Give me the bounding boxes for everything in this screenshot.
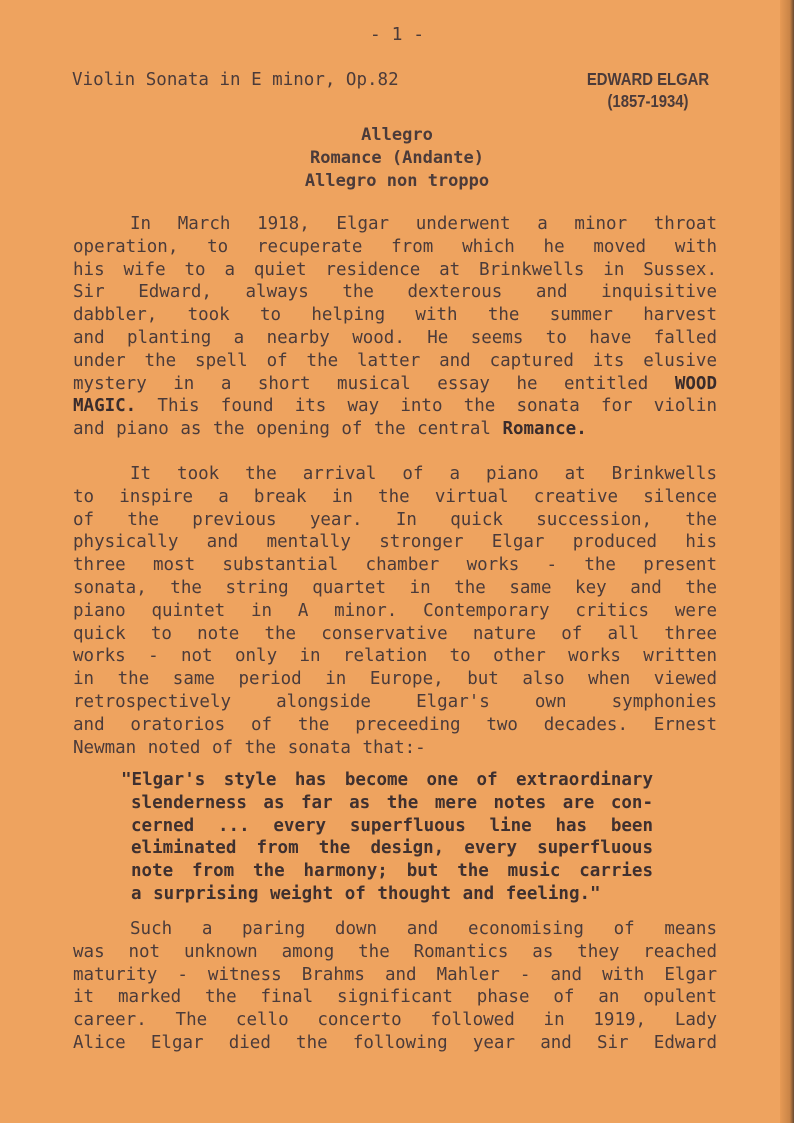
line-text: sonata, the string quartet in the same key and the bbox=[73, 577, 717, 598]
quote-line: slenderness as far as the mere notes are con- bbox=[131, 792, 653, 813]
quote-line: eliminated from the design, every superfluous bbox=[131, 838, 653, 859]
quote-line: note from the harmony; but the music carries bbox=[131, 861, 653, 882]
text-line bbox=[73, 509, 717, 532]
text-line bbox=[73, 737, 717, 760]
text-line bbox=[73, 486, 717, 509]
line-text: his wife to a quiet residence at Brinkwells in Sussex. bbox=[73, 259, 717, 280]
quote-line: cerned ... every superfluous line has been bbox=[131, 815, 653, 836]
line-text: it marked the final significant phase of an opulent bbox=[73, 987, 717, 1008]
line-text: piano quintet in A minor. Contemporary critics were bbox=[73, 600, 717, 621]
composer-heading bbox=[573, 68, 723, 112]
paragraph-1 bbox=[73, 213, 717, 441]
line-text: physically and mentally stronger Elgar produced his bbox=[73, 532, 717, 553]
text-line bbox=[73, 986, 717, 1009]
quote-line: "Elgar's style has become one of extraordinary bbox=[121, 770, 653, 790]
line-text: was not unknown among the Romantics as they reached bbox=[73, 941, 717, 962]
text-line bbox=[73, 941, 717, 964]
text-line bbox=[73, 350, 717, 373]
line-text: career. The cello concerto followed in 1919, Lady bbox=[73, 1010, 717, 1031]
text-line bbox=[73, 327, 717, 350]
text-line bbox=[73, 691, 717, 714]
movement-list bbox=[0, 124, 794, 193]
text-line bbox=[73, 668, 717, 691]
line-text: Sir Edward, always the dexterous and inquisitive bbox=[73, 282, 717, 303]
text-line bbox=[73, 600, 717, 623]
text-line bbox=[73, 714, 717, 737]
text-line bbox=[73, 213, 717, 236]
text-line bbox=[73, 236, 717, 259]
line-text: mystery in a short musical essay he entitled bbox=[73, 373, 675, 394]
newman-quote bbox=[121, 769, 653, 906]
line-text: dabbler, took to helping with the summer harvest bbox=[73, 305, 717, 326]
text-line bbox=[73, 577, 717, 600]
text-line bbox=[73, 531, 717, 554]
line-text: This found its way into the sonata for violin bbox=[136, 396, 717, 417]
paragraph-3 bbox=[73, 918, 717, 1055]
line-text: works - not only in relation to other works written bbox=[73, 646, 717, 667]
composer-dates: (1857-1934) bbox=[607, 91, 689, 111]
text-line bbox=[73, 918, 717, 941]
composer-name: EDWARD ELGAR bbox=[586, 69, 710, 89]
text-line bbox=[73, 304, 717, 327]
movement-2: Romance (Andante) bbox=[310, 148, 484, 168]
line-text: in the same period in Europe, but also when viewed bbox=[73, 669, 717, 690]
line-text: of the previous year. In quick succession, the bbox=[73, 509, 717, 530]
line-text: and oratorios of the preceeding two decades. Ernest bbox=[73, 714, 717, 735]
text-line bbox=[73, 259, 717, 282]
movement-3: Allegro non troppo bbox=[304, 171, 490, 191]
bold-text: MAGIC. bbox=[73, 396, 137, 417]
line-text: operation, to recuperate from which he moved with bbox=[73, 236, 717, 257]
line-text: quick to note the conservative nature of all three bbox=[73, 623, 717, 644]
text-line bbox=[73, 1009, 717, 1032]
line-text: It took the arrival of a piano at Brinkwells bbox=[130, 464, 717, 484]
paragraph-2 bbox=[73, 463, 717, 759]
bold-text: Romance. bbox=[502, 419, 587, 440]
line-text: Such a paring down and economising of means bbox=[130, 919, 717, 939]
text-line bbox=[73, 645, 717, 668]
line-text: maturity - witness Brahms and Mahler - and with Elgar bbox=[73, 964, 717, 985]
text-line bbox=[73, 395, 717, 418]
text-line bbox=[73, 373, 717, 396]
work-title: Violin Sonata in E minor, Op.82 bbox=[72, 70, 399, 90]
text-line bbox=[73, 1032, 717, 1055]
text-line bbox=[73, 281, 717, 304]
line-text: under the spell of the latter and captured its elusive bbox=[73, 350, 717, 371]
line-text: retrospectively alongside Elgar's own symphonies bbox=[73, 691, 717, 712]
line-text: Alice Elgar died the following year and Sir Edward bbox=[73, 1032, 717, 1053]
bold-text: WOOD bbox=[674, 373, 717, 394]
text-line bbox=[73, 463, 717, 486]
text-line bbox=[73, 418, 717, 441]
text-line bbox=[73, 964, 717, 987]
line-text: In March 1918, Elgar underwent a minor throat bbox=[130, 214, 717, 234]
page-number: - 1 - bbox=[369, 24, 425, 45]
line-text: to inspire a break in the virtual creative silence bbox=[73, 486, 717, 507]
text-line bbox=[73, 554, 717, 577]
line-text: and piano as the opening of the central bbox=[73, 419, 503, 440]
movement-1: Allegro bbox=[361, 125, 433, 145]
line-text: and planting a nearby wood. He seems to have falled bbox=[73, 327, 717, 348]
text-line bbox=[73, 623, 717, 646]
quote-line: a surprising weight of thought and feeling." bbox=[131, 883, 601, 904]
line-text: Newman noted of the sonata that:- bbox=[73, 737, 426, 758]
line-text: three most substantial chamber works - the present bbox=[73, 555, 717, 576]
